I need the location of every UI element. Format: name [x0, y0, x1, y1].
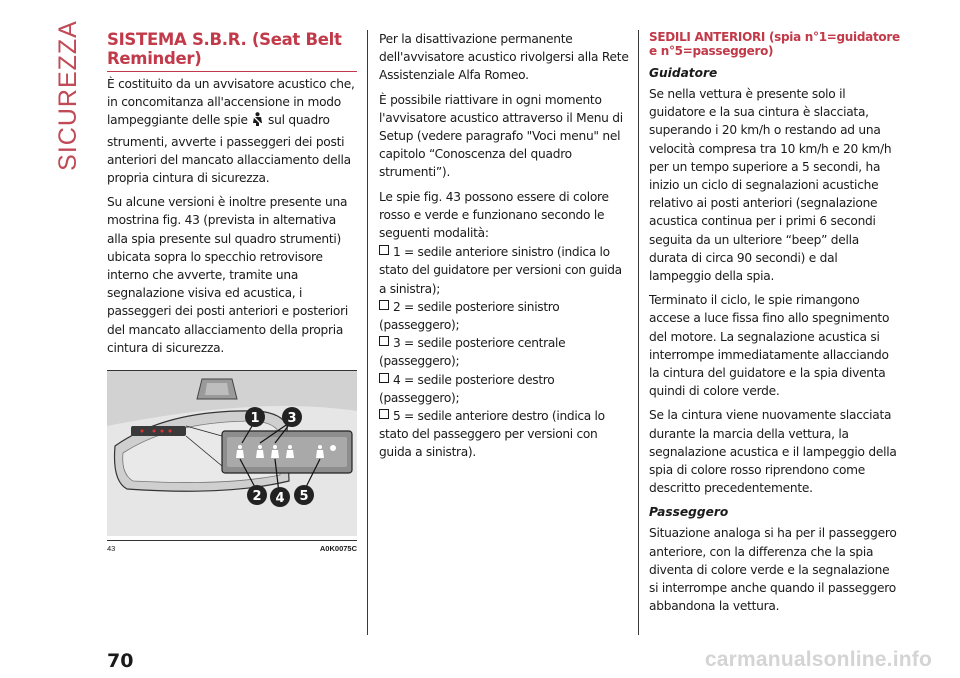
seat-belt-icon: [251, 112, 264, 132]
column-1: [107, 30, 357, 363]
checkbox-bullet-icon: [379, 300, 389, 310]
figure-caption: [107, 540, 357, 553]
column-2: [379, 30, 629, 462]
figure-number: 43: [107, 544, 116, 553]
callout-4: 4: [275, 491, 285, 506]
paragraph: Le spie fig. 43 possono essere di colore rosso e verde e funzionano secondo le seguenti modalità:: [379, 189, 609, 241]
list-item: 5 = sedile anteriore destro (indica lo stato del passeggero per versioni con guida a sinistra).: [379, 409, 605, 460]
paragraph: Se la cintura viene nuovamente slacciata durante la marcia della vettura, la segnalazione acustica e il lampeggio della spia di colore rosso riprendono come descritto precedentemente.: [649, 408, 897, 496]
section-side-label: SICUREZZA: [53, 19, 82, 171]
section-title-sbr: SISTEMA S.B.R. (Seat Belt Reminder): [107, 30, 357, 72]
paragraph: Situazione analoga si ha per il passeggero anteriore, con la differenza che la spia diventa di colore verde e la segnalazione si interrompe anche quando il passeggero abbandona la vettura.: [649, 526, 897, 614]
paragraph: Per la disattivazione permanente dell'avvisatore acustico rivolgersi alla Rete Assistenziale Alfa Romeo.: [379, 32, 629, 83]
callout-2: 2: [252, 489, 262, 504]
figure-code: A0K0075C: [319, 544, 357, 553]
checkbox-bullet-icon: [379, 245, 389, 255]
subheading-driver: Guidatore: [649, 66, 718, 80]
paragraph: È costituito da un avvisatore acustico che, in concomitanza all'accensione in modo lampeggiante delle spie sul quadro strumenti, avverte i passeggeri dei posti anteriori del mancato allacciamento della propria cintura di sicurezza.: [107, 77, 355, 186]
subheading-passenger: Passeggero: [649, 505, 729, 520]
paragraph: Su alcune versioni è inoltre presente una mostrina fig. 43 (prevista in alternativa alla spia presente sul quadro strumenti) ubicata sopra lo specchio retrovisore interno che avverte, tramite una segnalazione visiva ed acustica, i passeggeri dei posti anteriori e posteriori del mancato allacciamento della propria cintura di sicurezza.: [107, 195, 349, 355]
watermark: carmanualsonline.info: [704, 648, 932, 671]
checkbox-bullet-icon: [379, 373, 389, 383]
callout-3: 3: [287, 411, 297, 426]
paragraph: Se nella vettura è presente solo il guidatore e la sua cintura è slacciata, superando i 20 km/h o restando ad una velocità compresa tra 10 km/h e 20 km/h per un tempo superiore a 5 secondi, ha inizio un ciclo di segnalazioni acustiche relativo ai posti anteriori (segnalazione acustica continua per i primi 6 secondi seguita da un ulteriore “beep” della durata di circa 90 secondi) e dal lampeggio della spia.: [649, 87, 892, 284]
column-divider: [367, 30, 368, 635]
list-item: 1 = sedile anteriore sinistro (indica lo stato del guidatore per versioni con guida a sinistra);: [379, 245, 622, 296]
checkbox-bullet-icon: [379, 336, 389, 346]
column-divider: [638, 30, 639, 635]
section-title-front-seats: SEDILI ANTERIORI (spia n°1=guidatore e n°5=passeggero): [649, 30, 900, 58]
page-number: 70: [107, 650, 134, 672]
list-item: 4 = sedile posteriore destro (passeggero);: [379, 372, 555, 405]
paragraph: Terminato il ciclo, le spie rimangono accese a luce fissa fino allo spegnimento del motore. La segnalazione acustica si interrompe immediatamente allacciando la cintura del guidatore e la spia diventa quindi di colore verde.: [649, 293, 890, 399]
checkbox-bullet-icon: [379, 409, 389, 419]
figure-43-mirror-display: [107, 370, 357, 536]
list-item: 3 = sedile posteriore centrale (passeggero);: [379, 336, 566, 369]
column-3: [649, 30, 901, 621]
list-item: 2 = sedile posteriore sinistro (passeggero);: [379, 299, 560, 333]
callout-5: 5: [299, 489, 309, 504]
callout-1: 1: [250, 411, 260, 426]
paragraph: È possibile riattivare in ogni momento l'avvisatore acustico attraverso il Menu di Setup (vedere paragrafo "Voci menu" nel capitolo “Conoscenza del quadro strumenti”).: [379, 92, 623, 180]
